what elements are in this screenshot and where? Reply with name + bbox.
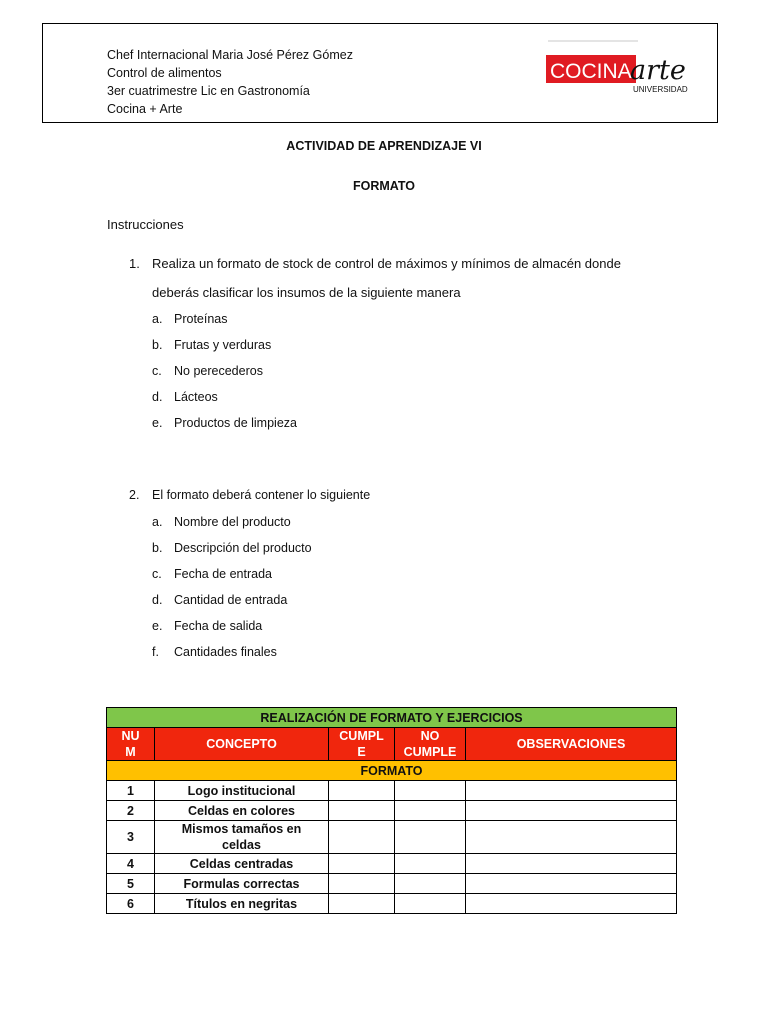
- row-no-cumple-cell[interactable]: [395, 821, 466, 854]
- row-num: 6: [107, 894, 155, 914]
- row-cumple-cell[interactable]: [329, 874, 395, 894]
- row-concept: Formulas correctas: [155, 874, 329, 894]
- row-no-cumple-cell[interactable]: [395, 854, 466, 874]
- header-line-course: Control de alimentos: [107, 66, 222, 80]
- list-item: c. Fecha de entrada: [152, 567, 272, 581]
- header-concept: CONCEPTO: [155, 728, 329, 761]
- list-item: a. Nombre del producto: [152, 515, 291, 529]
- list-item: b. Descripción del producto: [152, 541, 312, 555]
- row-no-cumple-cell[interactable]: [395, 781, 466, 801]
- row-concept: Mismos tamaños en celdas: [155, 821, 329, 854]
- table-row: [107, 801, 677, 821]
- row-observations-cell[interactable]: [466, 781, 677, 801]
- row-cumple-cell[interactable]: [329, 821, 395, 854]
- row-num: 2: [107, 801, 155, 821]
- row-no-cumple-cell[interactable]: [395, 874, 466, 894]
- list-item: e. Fecha de salida: [152, 619, 263, 633]
- row-observations-cell[interactable]: [466, 854, 677, 874]
- row-num: 4: [107, 854, 155, 874]
- list-item: b. Frutas y verduras: [152, 338, 272, 352]
- item-1-number: 1.: [129, 256, 140, 271]
- header-box: [42, 23, 718, 123]
- row-num: 5: [107, 874, 155, 894]
- header-lines: [107, 46, 353, 118]
- header-no-cumple: NO CUMPLE: [395, 728, 466, 761]
- section-formato: FORMATO: [107, 761, 677, 781]
- row-cumple-cell[interactable]: [329, 801, 395, 821]
- row-cumple-cell[interactable]: [329, 854, 395, 874]
- evaluation-table: [106, 707, 677, 914]
- instructions-label: Instrucciones: [107, 217, 184, 232]
- cocina-arte-logo: [546, 39, 696, 99]
- header-line-author: Chef Internacional Maria José Pérez Gómez: [107, 48, 353, 62]
- header-num: NU M: [107, 728, 155, 761]
- logo-word-arte: arte: [630, 55, 686, 86]
- row-observations-cell[interactable]: [466, 874, 677, 894]
- row-num: 3: [107, 821, 155, 854]
- item-1-line-1: Realiza un formato de stock de control de máximos y mínimos de almacén donde: [152, 256, 621, 271]
- table-row: [107, 821, 677, 854]
- row-observations-cell[interactable]: [466, 821, 677, 854]
- table-row: [107, 781, 677, 801]
- format-title: FORMATO: [352, 179, 416, 193]
- table-title: REALIZACIÓN DE FORMATO Y EJERCICIOS: [107, 708, 677, 728]
- table-row: [107, 874, 677, 894]
- table-header-row: [107, 728, 677, 761]
- row-concept: Celdas centradas: [155, 854, 329, 874]
- list-item: c. No perecederos: [152, 364, 263, 378]
- table-title-row: [107, 708, 677, 728]
- row-no-cumple-cell[interactable]: [395, 894, 466, 914]
- logo-word-universidad: UNIVERSIDAD: [633, 85, 688, 94]
- list-item: f. Cantidades finales: [152, 645, 277, 659]
- row-num: 1: [107, 781, 155, 801]
- row-concept: Títulos en negritas: [155, 894, 329, 914]
- item-1-line-2: deberás clasificar los insumos de la siguiente manera: [152, 285, 461, 300]
- list-item: d. Lácteos: [152, 390, 218, 404]
- item-2-number: 2.: [129, 488, 140, 502]
- table-row: [107, 854, 677, 874]
- logo-word-cocina: COCINA: [550, 60, 632, 83]
- row-cumple-cell[interactable]: [329, 894, 395, 914]
- row-observations-cell[interactable]: [466, 801, 677, 821]
- activity-title: ACTIVIDAD DE APRENDIZAJE VI: [286, 139, 482, 153]
- table-section-row: [107, 761, 677, 781]
- header-line-term: 3er cuatrimestre Lic en Gastronomía: [107, 84, 310, 98]
- row-concept: Celdas en colores: [155, 801, 329, 821]
- row-concept: Logo institucional: [155, 781, 329, 801]
- row-no-cumple-cell[interactable]: [395, 801, 466, 821]
- header-cumple: CUMPL E: [329, 728, 395, 761]
- item-2-line-1: El formato deberá contener lo siguiente: [152, 488, 371, 502]
- table-row: [107, 894, 677, 914]
- list-item: d. Cantidad de entrada: [152, 593, 288, 607]
- row-cumple-cell[interactable]: [329, 781, 395, 801]
- header-line-school: Cocina + Arte: [107, 102, 183, 116]
- list-item: a. Proteínas: [152, 312, 228, 326]
- list-item: e. Productos de limpieza: [152, 416, 297, 430]
- header-observations: OBSERVACIONES: [466, 728, 677, 761]
- row-observations-cell[interactable]: [466, 894, 677, 914]
- logo-graphic: [546, 39, 696, 99]
